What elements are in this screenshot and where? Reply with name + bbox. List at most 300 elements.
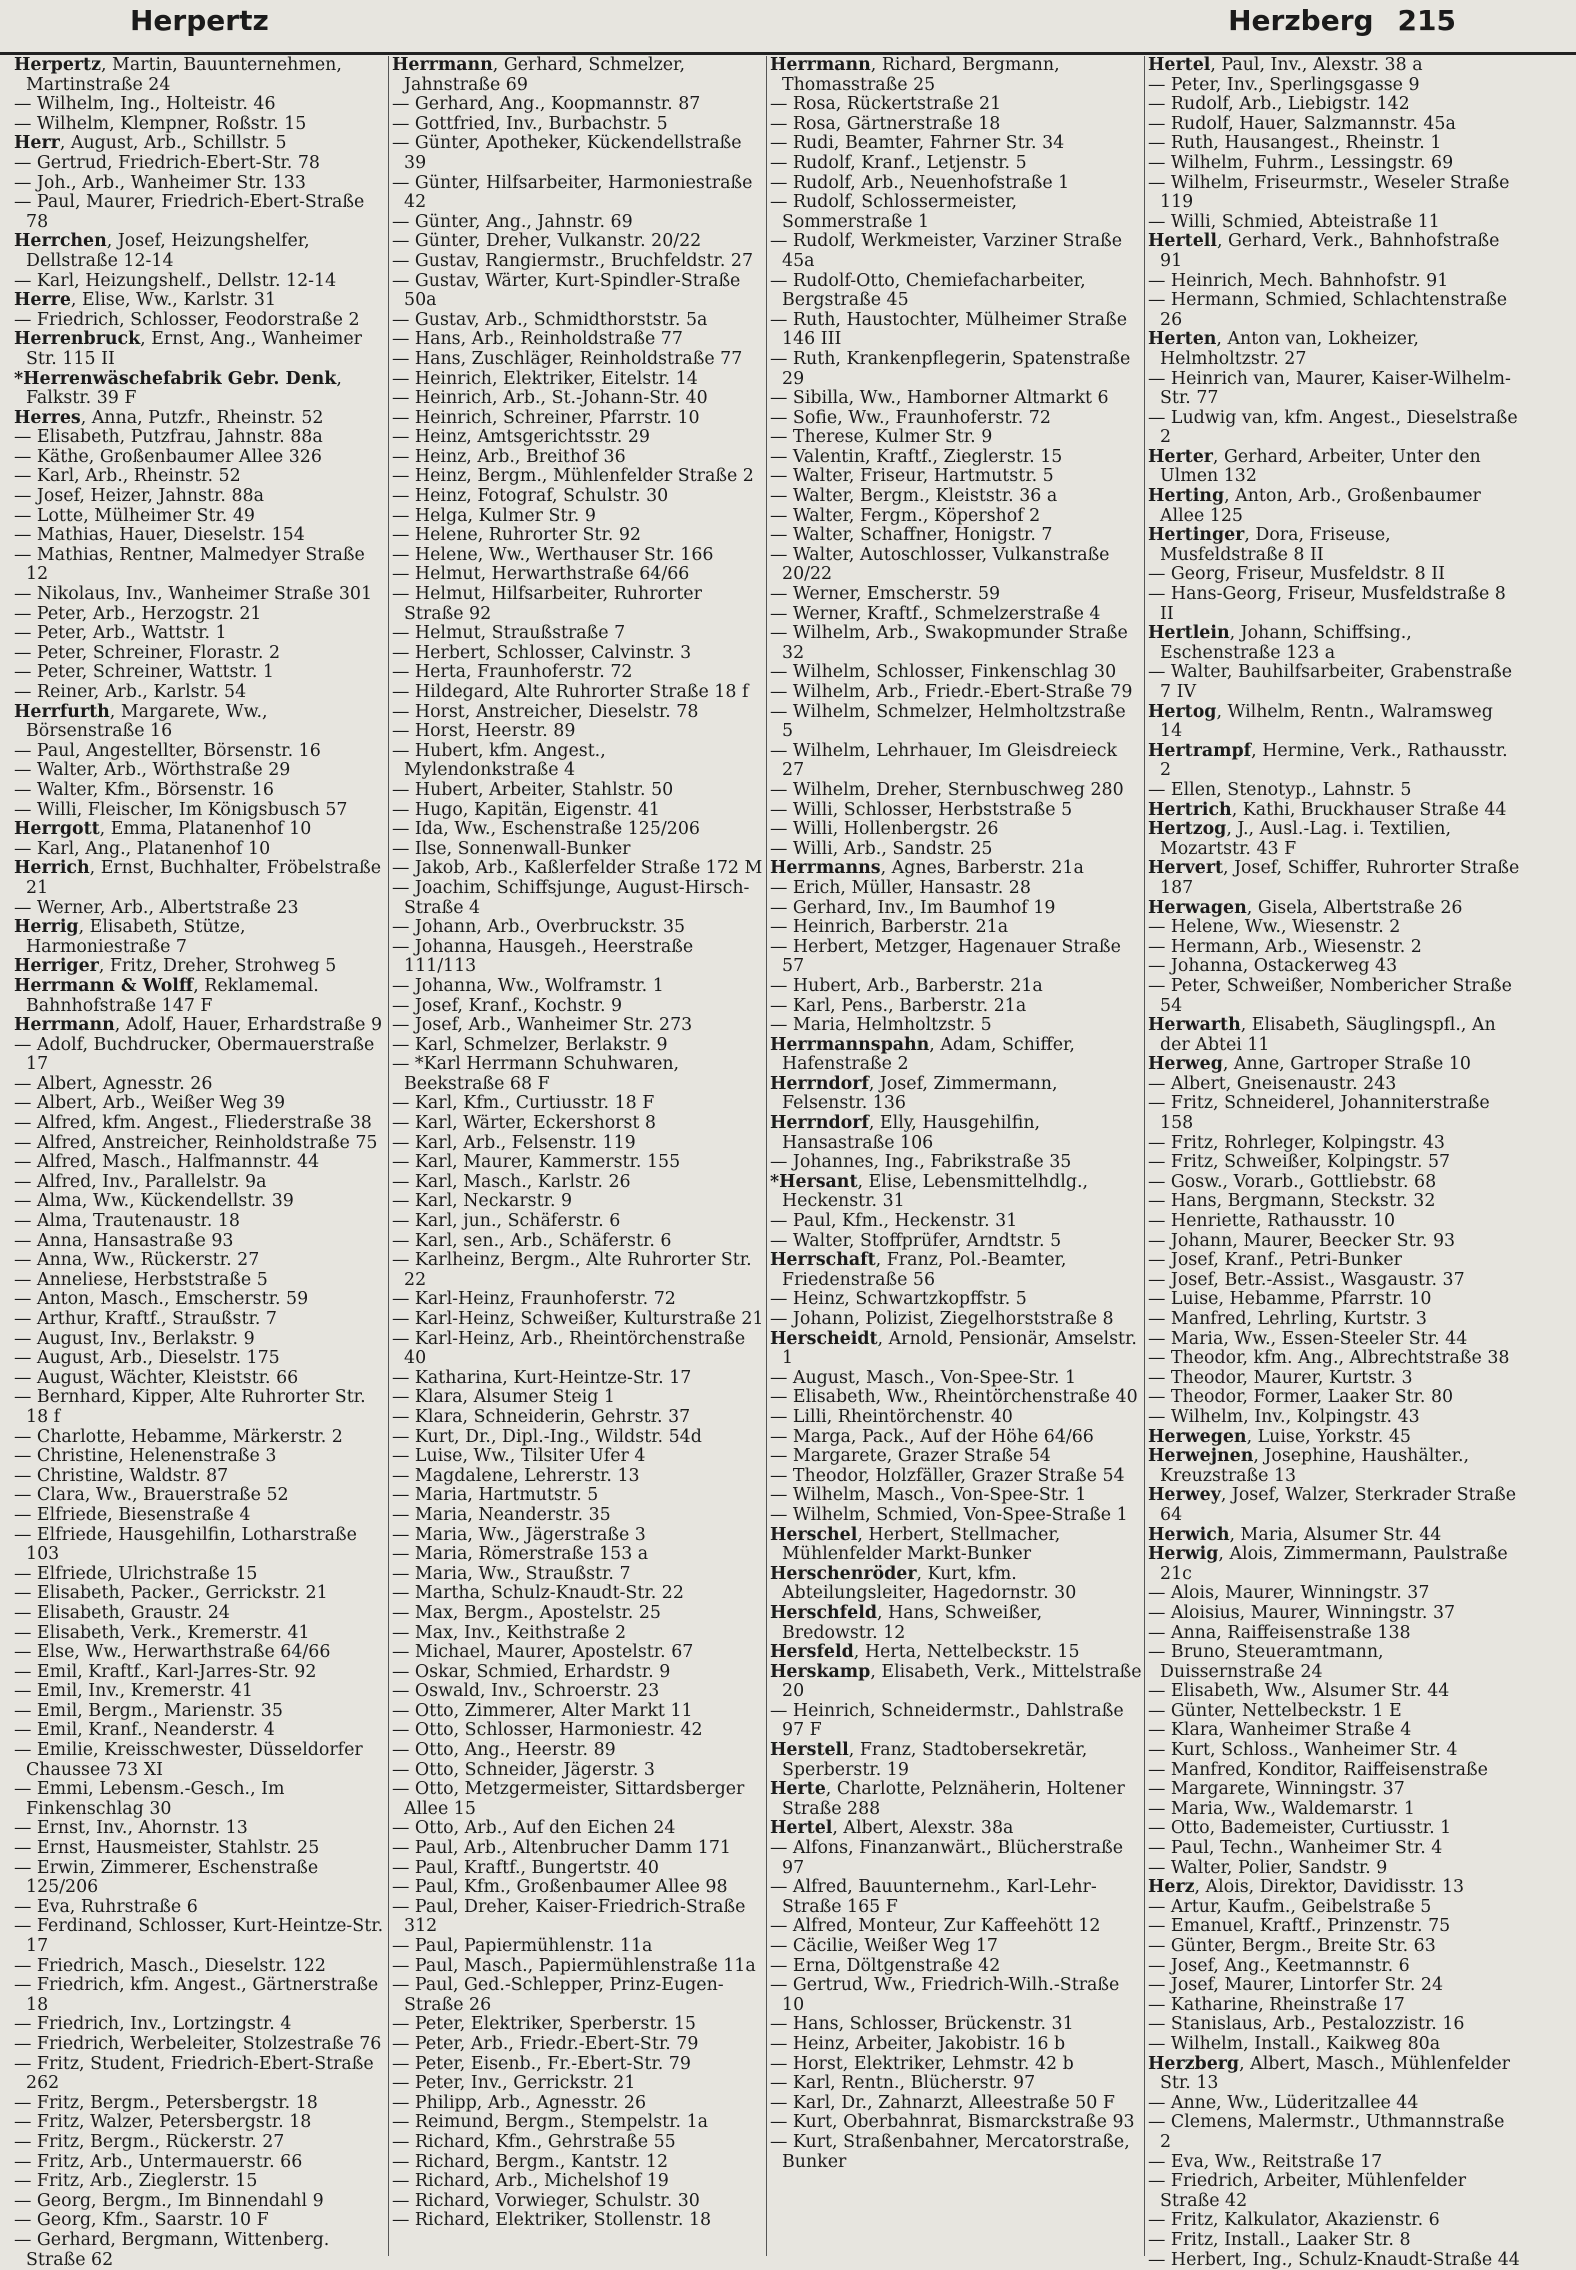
- entry-details: — Oswald, Inv., Schroerstr. 23: [392, 1681, 659, 1701]
- directory-entry: [392, 820, 764, 840]
- entry-details: — Walter, Fergm., Köpershof 2: [770, 506, 1040, 526]
- entry-details: — Wilhelm, Arb., Friedr.-Ebert-Straße 79: [770, 682, 1132, 702]
- directory-entry: [1148, 370, 1520, 409]
- entry-details: — Gertrud, Ww., Friedrich-Wilh.-Straße 10: [770, 1975, 1119, 2015]
- entry-details: — Wilhelm, Masch., Von-Spee-Str. 1: [770, 1485, 1086, 1505]
- entry-details: — Fritz, Kalkulator, Akazienstr. 6: [1148, 2210, 1440, 2230]
- header-right: [1204, 4, 1456, 37]
- directory-entry: [770, 2094, 1142, 2114]
- directory-entry: [770, 448, 1142, 468]
- directory-entry: [1148, 2153, 1520, 2173]
- entry-details: — Luise, Ww., Tilsiter Ufer 4: [392, 1446, 645, 1466]
- entry-surname: Herrenbruck: [14, 329, 140, 349]
- directory-entry: [392, 370, 764, 390]
- entry-details: — Otto, Schneider, Jägerstr. 3: [392, 1760, 655, 1780]
- entry-details: — Elisabeth, Verk., Kremerstr. 41: [14, 1623, 310, 1643]
- entry-details: — Anneliese, Herbststraße 5: [14, 1270, 268, 1290]
- entry-details: — Ernst, Inv., Ahornstr. 13: [14, 1818, 248, 1838]
- entry-surname: Herres: [14, 408, 81, 428]
- column-1: [14, 56, 386, 2256]
- entry-details: — Cäcilie, Weißer Weg 17: [770, 1936, 998, 1956]
- directory-entry: [392, 1094, 764, 1114]
- directory-entry: [1148, 272, 1520, 292]
- directory-entry: [770, 1310, 1142, 1330]
- entry-surname: Hertell: [1148, 231, 1217, 251]
- page-header: [0, 0, 1576, 55]
- entry-details: — Fritz, Rohrleger, Kolpingstr. 43: [1148, 1133, 1445, 1153]
- directory-entry: [770, 1447, 1142, 1467]
- entry-details: , August, Arb., Schillstr. 5: [60, 133, 287, 153]
- entry-details: , Agnes, Barberstr. 21a: [881, 858, 1084, 878]
- entry-details: — Ruth, Haustochter, Mülheimer Straße 146 III: [770, 310, 1127, 350]
- directory-entry: [770, 232, 1142, 271]
- entry-details: — Marga, Pack., Auf der Höhe 64/66: [770, 1427, 1094, 1447]
- entry-details: — Karl-Heinz, Schweißer, Kulturstraße 21: [392, 1309, 763, 1329]
- directory-entry: [770, 134, 1142, 154]
- directory-entry: [14, 1036, 386, 1075]
- directory-entry: [14, 2153, 386, 2173]
- entry-surname: Herpertz: [14, 55, 101, 75]
- entry-details: — Otto, Schlosser, Harmoniestr. 42: [392, 1720, 703, 1740]
- column-3: [770, 56, 1142, 2256]
- entry-details: , Margarete, Ww., Börsenstraße 16: [26, 702, 268, 742]
- entry-details: — Friedrich, Inv., Lortzingstr. 4: [14, 2014, 291, 2034]
- directory-entry: [1148, 1643, 1520, 1682]
- directory-entry: [770, 624, 1142, 663]
- header-left-keyword: Herpertz: [130, 4, 269, 37]
- directory-entry: [770, 1702, 1142, 1741]
- directory-entry: [14, 1428, 386, 1448]
- directory-entry: [1148, 1075, 1520, 1095]
- directory-entry: [770, 1388, 1142, 1408]
- directory-entry: [1148, 1761, 1520, 1781]
- directory-entry: [770, 997, 1142, 1017]
- directory-entry: [14, 1310, 386, 1330]
- directory-entry: [392, 1173, 764, 1193]
- directory-entry: [1148, 2094, 1520, 2114]
- directory-entry: [14, 1839, 386, 1859]
- directory-entry: [392, 703, 764, 723]
- entry-details: — Wilhelm, Lehrhauer, Im Gleisdreieck 27: [770, 741, 1117, 781]
- entry-details: , Josef, Zimmermann, Felsenstr. 136: [782, 1074, 1057, 1114]
- entry-surname: Herwagen: [1148, 898, 1247, 918]
- directory-entry: [770, 742, 1142, 781]
- entry-details: — Richard, Vorwieger, Schulstr. 30: [392, 2191, 700, 2211]
- entry-details: — Philipp, Arb., Agnesstr. 26: [392, 2093, 646, 2113]
- directory-entry: [14, 2113, 386, 2133]
- entry-details: , Fritz, Dreher, Strohweg 5: [99, 956, 337, 976]
- entry-details: — Paul, Arb., Altenbrucher Damm 171: [392, 1838, 731, 1858]
- directory-entry: [392, 1486, 764, 1506]
- entry-details: — Elfriede, Ulrichstraße 15: [14, 1564, 257, 1584]
- entry-details: , Adolf, Hauer, Erhardstraße 9: [115, 1015, 382, 1035]
- entry-details: — Johann, Maurer, Beecker Str. 93: [1148, 1231, 1455, 1251]
- directory-entry: [392, 997, 764, 1017]
- directory-entry: [14, 859, 386, 898]
- directory-entry: [770, 428, 1142, 448]
- entry-details: — Reimund, Bergm., Stempelstr. 1a: [392, 2112, 708, 2132]
- directory-entry: [392, 742, 764, 781]
- entry-details: , Elise, Lebensmittelhdlg., Heckenstr. 31: [782, 1172, 1088, 1212]
- directory-entry: [14, 272, 386, 292]
- entry-surname: Herstell: [770, 1740, 849, 1760]
- entry-details: — Werner, Kraftf., Schmelzerstraße 4: [770, 604, 1101, 624]
- directory-entry: [770, 977, 1142, 997]
- directory-entry: [14, 1153, 386, 1173]
- entry-details: — Ida, Ww., Eschenstraße 125/206: [392, 819, 700, 839]
- entry-details: , Johann, Schiffsing., Eschenstraße 123 a: [1160, 623, 1412, 663]
- entry-details: — August, Inv., Berlakstr. 9: [14, 1329, 255, 1349]
- entry-surname: Herwegen: [1148, 1427, 1247, 1447]
- entry-details: — Willi, Arb., Sandstr. 25: [770, 839, 993, 859]
- directory-entry: [392, 2074, 764, 2094]
- directory-entry: [1148, 154, 1520, 174]
- directory-entry: [1148, 1604, 1520, 1624]
- entry-details: — Heinrich, Elektriker, Eitelstr. 14: [392, 369, 698, 389]
- directory-entry: [1148, 1134, 1520, 1154]
- directory-entry: [1148, 663, 1520, 702]
- directory-entry: [14, 1682, 386, 1702]
- entry-details: , Herta, Nettelbeckstr. 15: [854, 1642, 1080, 1662]
- entry-details: — Reiner, Arb., Karlstr. 54: [14, 682, 246, 702]
- entry-details: — Elisabeth, Graustr. 24: [14, 1603, 230, 1623]
- directory-entry: [392, 272, 764, 311]
- entry-surname: Herriger: [14, 956, 99, 976]
- entry-details: — Mathias, Rentner, Malmedyer Straße 12: [14, 545, 365, 585]
- entry-details: — Günter, Nettelbeckstr. 1 E: [1148, 1701, 1402, 1721]
- directory-entry: [14, 1447, 386, 1467]
- entry-details: — Horst, Heerstr. 89: [392, 721, 575, 741]
- entry-details: , Falkstr. 39 F: [26, 369, 342, 409]
- directory-entry: [14, 1330, 386, 1350]
- entry-details: — Friedrich, Arbeiter, Mühlenfelder Straße 42: [1148, 2171, 1466, 2211]
- directory-entry: [392, 722, 764, 742]
- directory-entry: [1148, 1447, 1520, 1486]
- entry-details: — Maria, Ww., Waldemarstr. 1: [1148, 1799, 1415, 1819]
- entry-details: — Karl, Ang., Platanenhof 10: [14, 839, 270, 859]
- entry-details: — Erna, Döltgenstraße 42: [770, 1956, 1000, 1976]
- directory-entry: [392, 526, 764, 546]
- column-2: [392, 56, 764, 2256]
- entry-details: — Otto, Bademeister, Curtiusstr. 1: [1148, 1818, 1451, 1838]
- entry-details: — Karlheinz, Bergm., Alte Ruhrorter Str. 22: [392, 1250, 752, 1290]
- directory-entry: [1148, 1428, 1520, 1448]
- entry-details: — Wilhelm, Schmied, Von-Spee-Straße 1: [770, 1505, 1128, 1525]
- entry-surname: Herz: [1148, 1877, 1195, 1897]
- directory-entry: [770, 272, 1142, 311]
- entry-details: — Richard, Elektriker, Stollenstr. 18: [392, 2210, 711, 2230]
- directory-entry: [14, 2133, 386, 2153]
- directory-entry: [1148, 526, 1520, 565]
- entry-details: — Alfred, Inv., Parallelstr. 9a: [14, 1172, 266, 1192]
- entry-details: — Bernhard, Kipper, Alte Ruhrorter Str. 18 f: [14, 1387, 366, 1427]
- entry-details: — Hubert, Arb., Barberstr. 21a: [770, 976, 1043, 996]
- directory-entry: [14, 1643, 386, 1663]
- directory-entry: [770, 899, 1142, 919]
- entry-details: , Franz, Pol.-Beamter, Friedenstraße 56: [782, 1250, 1066, 1290]
- directory-entry: [14, 1232, 386, 1252]
- directory-entry: [14, 663, 386, 683]
- directory-entry: [392, 2015, 764, 2035]
- entry-details: — Anna, Hansastraße 93: [14, 1231, 234, 1251]
- entry-details: — Paul, Papiermühlenstr. 11a: [392, 1936, 652, 1956]
- directory-entry: [392, 1957, 764, 1977]
- directory-entry: [392, 1761, 764, 1781]
- entry-details: — Henriette, Rathausstr. 10: [1148, 1211, 1395, 1231]
- entry-details: — Karl, Dr., Zahnarzt, Alleestraße 50 F: [770, 2093, 1115, 2113]
- entry-details: — Karl, Arb., Rheinstr. 52: [14, 466, 241, 486]
- directory-entry: [1148, 1094, 1520, 1133]
- directory-entry: [770, 2133, 1142, 2172]
- entry-details: — Else, Ww., Herwarthstraße 64/66: [14, 1642, 330, 1662]
- entry-surname: Herrchen: [14, 231, 107, 251]
- entry-details: — Josef, Ang., Keetmannstr. 6: [1148, 1956, 1410, 1976]
- entry-details: — Willi, Fleischer, Im Königsbusch 57: [14, 800, 347, 820]
- entry-details: — *Karl Herrmann Schuhwaren, Beekstraße 68 F: [392, 1054, 679, 1094]
- entry-details: — Ernst, Hausmeister, Stahlstr. 25: [14, 1838, 319, 1858]
- directory-entry: [1148, 174, 1520, 213]
- entry-details: , Elisabeth, Stütze, Harmoniestraße 7: [26, 917, 246, 957]
- directory-entry: [14, 624, 386, 644]
- entry-surname: Hertinger: [1148, 525, 1244, 545]
- directory-entry: [392, 1976, 764, 2015]
- directory-entry: [1148, 1290, 1520, 1310]
- directory-entry: [392, 977, 764, 997]
- directory-entry: [1148, 781, 1520, 801]
- entry-details: — Nikolaus, Inv., Wanheimer Straße 301: [14, 584, 372, 604]
- entry-details: — Mathias, Hauer, Dieselstr. 154: [14, 525, 305, 545]
- directory-entry: [770, 703, 1142, 742]
- entry-surname: Herrndorf: [770, 1074, 869, 1094]
- directory-entry: [1148, 1800, 1520, 1820]
- directory-entry: [14, 918, 386, 957]
- entry-details: — Friedrich, Masch., Dieselstr. 122: [14, 1956, 326, 1976]
- entry-details: — August, Wächter, Kleiststr. 66: [14, 1368, 298, 1388]
- entry-details: — Josef, Maurer, Lintorfer Str. 24: [1148, 1975, 1443, 1995]
- entry-details: — Theodor, Holzfäller, Grazer Straße 54: [770, 1466, 1125, 1486]
- entry-details: — Anna, Ww., Rückerstr. 27: [14, 1250, 259, 1270]
- entry-details: — Emilie, Kreisschwester, Düsseldorfer Chaussee 73 XI: [14, 1740, 363, 1780]
- directory-entry: [392, 683, 764, 703]
- directory-entry: [770, 2015, 1142, 2035]
- entry-details: — Rudolf, Werkmeister, Varziner Straße 45a: [770, 231, 1122, 271]
- directory-entry: [14, 977, 386, 1016]
- entry-details: — Karl, Neckarstr. 9: [392, 1191, 572, 1211]
- directory-entry: [14, 1114, 386, 1134]
- entry-details: — Ludwig van, kfm. Angest., Dieselstraße 2: [1148, 408, 1518, 448]
- entry-surname: Herrmann & Wolff: [14, 976, 193, 996]
- directory-entry: [392, 1036, 764, 1056]
- entry-details: , Martin, Bauunternehmen, Martinstraße 24: [26, 55, 342, 95]
- directory-columns: [14, 56, 1562, 2256]
- directory-entry: [14, 467, 386, 487]
- directory-entry: [770, 115, 1142, 135]
- entry-details: , Ernst, Buchhalter, Fröbelstraße 21: [26, 858, 381, 898]
- entry-details: , Gerhard, Arbeiter, Unter den Ulmen 132: [1160, 447, 1481, 487]
- directory-entry: [392, 1937, 764, 1957]
- directory-entry: [14, 1859, 386, 1898]
- entry-details: — Wilhelm, Schmelzer, Helmholtzstraße 5: [770, 702, 1126, 742]
- entry-details: — Helene, Ww., Werthauser Str. 166: [392, 545, 714, 565]
- entry-details: — Paul, Angestellter, Börsenstr. 16: [14, 741, 321, 761]
- entry-surname: Herwey: [1148, 1485, 1221, 1505]
- directory-entry: [14, 2035, 386, 2055]
- directory-entry: [770, 487, 1142, 507]
- directory-entry: [1148, 448, 1520, 487]
- entry-details: — Valentin, Kraftf., Zieglerstr. 15: [770, 447, 1062, 467]
- directory-entry: [14, 291, 386, 311]
- directory-entry: [392, 644, 764, 664]
- entry-details: — Manfred, Lehrling, Kurtstr. 3: [1148, 1309, 1427, 1329]
- entry-details: , J., Ausl.-Lag. i. Textilien, Mozartstr. 43 F: [1160, 819, 1451, 859]
- directory-entry: [392, 1604, 764, 1624]
- directory-entry: [1148, 1526, 1520, 1546]
- directory-entry: [392, 1663, 764, 1683]
- directory-entry: [770, 311, 1142, 350]
- directory-entry: [392, 232, 764, 252]
- entry-details: — Josef, Arb., Wanheimer Str. 273: [392, 1015, 692, 1035]
- entry-surname: Herrfurth: [14, 702, 110, 722]
- entry-details: — Karl, Rentn., Blücherstr. 97: [770, 2073, 1035, 2093]
- directory-entry: [392, 1545, 764, 1565]
- directory-entry: [392, 1212, 764, 1232]
- entry-details: — Heinrich, Barberstr. 21a: [770, 917, 1008, 937]
- directory-entry: [392, 1721, 764, 1741]
- directory-entry: [770, 1819, 1142, 1839]
- directory-entry: [14, 428, 386, 448]
- entry-details: — Lilli, Rheintörchenstr. 40: [770, 1407, 1013, 1427]
- entry-details: — Fritz, Schneiderel, Johanniterstraße 158: [1148, 1093, 1490, 1133]
- entry-details: — Alfred, kfm. Angest., Fliederstraße 38: [14, 1113, 372, 1133]
- entry-details: — Herta, Fraunhoferstr. 72: [392, 662, 632, 682]
- directory-entry: [1148, 859, 1520, 898]
- directory-entry: [14, 2211, 386, 2231]
- entry-details: — Walter, Friseur, Hartmutstr. 5: [770, 466, 1054, 486]
- entry-details: — Walter, Arb., Wörthstraße 29: [14, 760, 290, 780]
- entry-details: — Joachim, Schiffsjunge, August-Hirsch-Straße 4: [392, 878, 749, 918]
- directory-entry: [770, 1114, 1142, 1153]
- directory-entry: [1148, 115, 1520, 135]
- entry-details: — Paul, Ged.-Schlepper, Prinz-Eugen-Straße 26: [392, 1975, 724, 2015]
- entry-details: — Johann, Polizist, Ziegelhorststraße 8: [770, 1309, 1114, 1329]
- entry-details: , Herbert, Stellmacher, Mühlenfelder Markt-Bunker: [782, 1525, 1060, 1565]
- directory-entry: [1148, 1212, 1520, 1232]
- directory-entry: [14, 1702, 386, 1722]
- entry-details: — Richard, Arb., Michelshof 19: [392, 2171, 669, 2191]
- entry-surname: Herscheidt: [770, 1329, 878, 1349]
- entry-details: — Sofie, Ww., Fraunhoferstr. 72: [770, 408, 1051, 428]
- directory-entry: [392, 1526, 764, 1546]
- entry-details: — Josef, Kranf., Kochstr. 9: [392, 996, 622, 1016]
- entry-surname: *Herrenwäschefabrik Gebr. Denk: [14, 369, 336, 389]
- column-divider: [388, 56, 389, 2256]
- directory-entry: [770, 1330, 1142, 1369]
- directory-entry: [770, 1839, 1142, 1878]
- entry-details: — August, Masch., Von-Spee-Str. 1: [770, 1368, 1076, 1388]
- entry-details: , Reklamemal. Bahnhofstraße 147 F: [26, 976, 319, 1016]
- entry-surname: Herte: [770, 1779, 826, 1799]
- entry-details: — Wilhelm, Fuhrm., Lessingstr. 69: [1148, 153, 1453, 173]
- entry-details: — Gertrud, Friedrich-Ebert-Str. 78: [14, 153, 320, 173]
- directory-entry: [770, 507, 1142, 527]
- entry-details: — Wilhelm, Schlosser, Finkenschlag 30: [770, 662, 1116, 682]
- directory-entry: [1148, 1819, 1520, 1839]
- directory-entry: [770, 1428, 1142, 1448]
- entry-surname: Herrschaft: [770, 1250, 876, 1270]
- entry-details: , Josephine, Haushälter., Kreuzstraße 13: [1160, 1446, 1469, 1486]
- entry-details: — Wilhelm, Dreher, Sternbuschweg 280: [770, 780, 1124, 800]
- directory-entry: [770, 840, 1142, 860]
- directory-entry: [392, 1016, 764, 1036]
- entry-details: , Richard, Bergmann, Thomasstraße 25: [782, 55, 1060, 95]
- directory-entry: [14, 370, 386, 409]
- directory-entry: [14, 2015, 386, 2035]
- entry-details: , Kathi, Bruckhauser Straße 44: [1232, 800, 1507, 820]
- entry-details: — Werner, Emscherstr. 59: [770, 584, 1000, 604]
- directory-entry: [14, 1369, 386, 1389]
- entry-details: — Theodor, Maurer, Kurtstr. 3: [1148, 1368, 1413, 1388]
- directory-entry: [392, 1232, 764, 1252]
- entry-details: — Hans-Georg, Friseur, Musfeldstraße 8 II: [1148, 584, 1506, 624]
- directory-entry: [770, 663, 1142, 683]
- entry-details: — Hubert, kfm. Angest., Mylendonkstraße 4: [392, 741, 606, 781]
- directory-entry: [770, 1173, 1142, 1212]
- directory-entry: [14, 1663, 386, 1683]
- entry-details: — Alois, Maurer, Winningstr. 37: [1148, 1583, 1429, 1603]
- directory-entry: [1148, 1232, 1520, 1252]
- entry-details: — Artur, Kaufm., Geibelstraße 5: [1148, 1897, 1431, 1917]
- directory-entry: [14, 1604, 386, 1624]
- column-4: [1148, 56, 1520, 2256]
- directory-entry: [392, 134, 764, 173]
- directory-entry: [392, 252, 764, 272]
- entry-details: — Christine, Waldstr. 87: [14, 1466, 228, 1486]
- entry-details: — Günter, Hilfsarbeiter, Harmoniestraße 42: [392, 173, 752, 213]
- entry-details: — Heinz, Schwartzkopffstr. 5: [770, 1289, 1027, 1309]
- entry-details: — Willi, Schmied, Abteistraße 11: [1148, 212, 1440, 232]
- entry-details: — Fritz, Arb., Untermauerstr. 66: [14, 2152, 302, 2172]
- entry-details: — Karl, Kfm., Curtiusstr. 18 F: [392, 1093, 654, 1113]
- entry-details: — Peter, Arb., Wattstr. 1: [14, 623, 227, 643]
- entry-details: — Fritz, Install., Laaker Str. 8: [1148, 2230, 1411, 2250]
- directory-entry: [1148, 938, 1520, 958]
- directory-entry: [1148, 2035, 1520, 2055]
- entry-details: — Fritz, Walzer, Petersbergstr. 18: [14, 2112, 311, 2132]
- entry-details: — Margarete, Grazer Straße 54: [770, 1446, 1051, 1466]
- entry-details: — Friedrich, Werbeleiter, Stolzestraße 76: [14, 2034, 381, 2054]
- directory-entry: [1148, 1271, 1520, 1291]
- directory-entry: [392, 1310, 764, 1330]
- entry-surname: Herzberg: [1148, 2054, 1239, 2074]
- entry-details: , Maria, Alsumer Str. 44: [1229, 1525, 1441, 1545]
- directory-entry: [14, 95, 386, 115]
- directory-entry: [392, 174, 764, 213]
- directory-entry: [14, 2055, 386, 2094]
- directory-entry: [14, 1388, 386, 1427]
- entry-details: — Bruno, Steueramtmann, Duissernstraße 24: [1148, 1642, 1384, 1682]
- directory-entry: [392, 1153, 764, 1173]
- entry-details: — Heinz, Bergm., Mühlenfelder Straße 2: [392, 466, 754, 486]
- entry-details: — Karl, sen., Arb., Schäferstr. 6: [392, 1231, 672, 1251]
- page-number: 215: [1398, 4, 1456, 37]
- directory-entry: [1148, 1486, 1520, 1525]
- directory-entry: [1148, 1741, 1520, 1761]
- entry-details: — Rudolf, Kranf., Letjenstr. 5: [770, 153, 1027, 173]
- directory-entry: [1148, 820, 1520, 859]
- directory-entry: [770, 2074, 1142, 2094]
- entry-surname: Herweg: [1148, 1054, 1223, 1074]
- directory-entry: [770, 389, 1142, 409]
